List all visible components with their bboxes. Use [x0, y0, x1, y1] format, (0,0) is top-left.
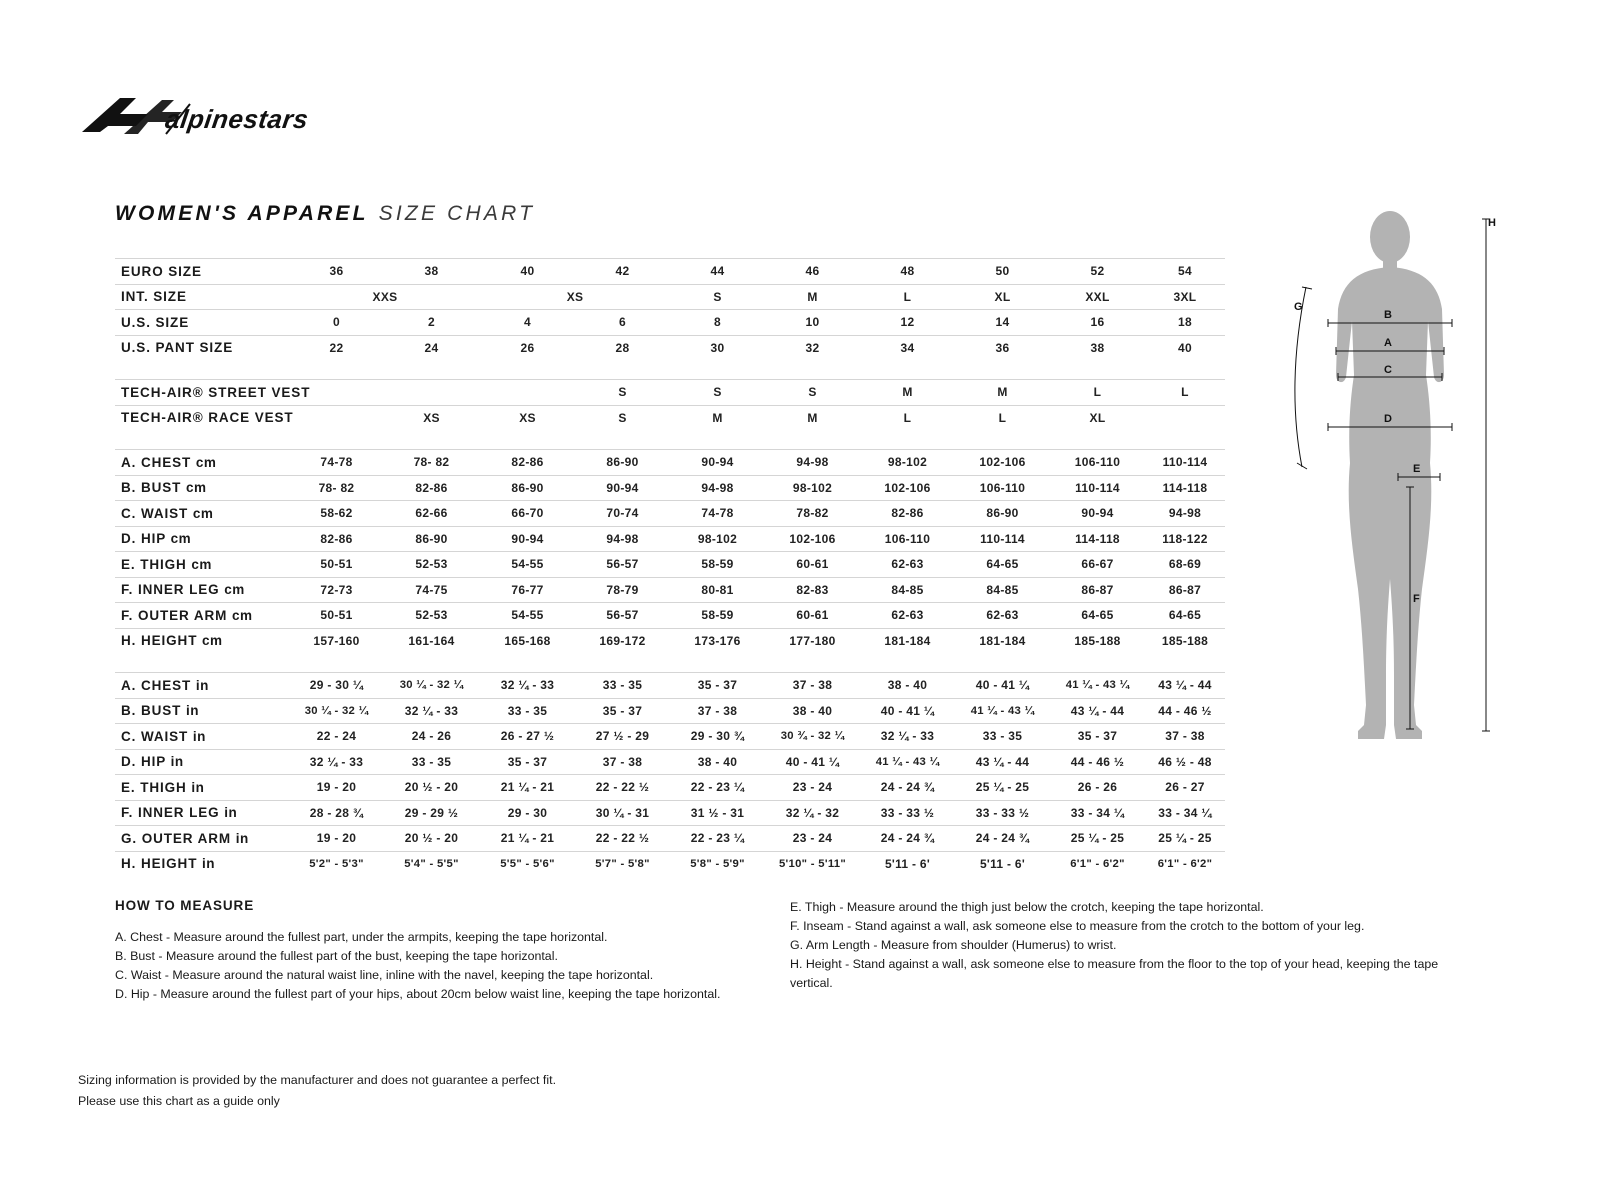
table-cell: L	[1145, 380, 1225, 406]
table-cell: 31 ½ - 31	[670, 800, 765, 826]
size-table-body	[115, 259, 1225, 877]
table-cell: XL	[1050, 405, 1145, 430]
table-cell: 52-53	[383, 603, 480, 629]
table-cell: 157-160	[290, 628, 383, 653]
table-cell: 24 - 24 ¾	[860, 826, 955, 852]
how-to-measure-item: E. Thigh - Measure around the thigh just below the crotch, keeping the tape horizontal.	[790, 900, 1264, 914]
row-label: F. INNER LEG in	[115, 800, 290, 826]
table-cell: 32 ¼ - 33	[290, 749, 383, 775]
table-cell: 37 - 38	[670, 698, 765, 724]
table-cell: 37 - 38	[765, 673, 860, 699]
table-cell: 98-102	[860, 450, 955, 476]
row-label: U.S. PANT SIZE	[115, 335, 290, 360]
table-cell: 3XL	[1145, 284, 1225, 310]
table-row	[115, 284, 1225, 310]
alpinestars-logo-icon	[78, 88, 358, 150]
table-row	[115, 826, 1225, 852]
row-label: C. WAIST cm	[115, 501, 290, 527]
table-cell: 102-106	[955, 450, 1050, 476]
table-spacer-row	[115, 653, 1225, 673]
table-spacer-cell	[115, 430, 1225, 450]
page-title-light: SIZE CHART	[378, 202, 536, 225]
table-cell: 66-67	[1050, 552, 1145, 578]
table-cell: M	[860, 380, 955, 406]
table-cell: 110-114	[1145, 450, 1225, 476]
table-cell: 94-98	[765, 450, 860, 476]
table-row	[115, 603, 1225, 629]
table-cell: 82-86	[290, 526, 383, 552]
table-row	[115, 380, 1225, 406]
table-cell: XXS	[290, 284, 480, 310]
table-cell: S	[575, 405, 670, 430]
table-cell: 84-85	[860, 577, 955, 603]
table-cell: XL	[955, 284, 1050, 310]
table-cell: 30 ¼ - 32 ¼	[383, 673, 480, 699]
table-cell: 2	[383, 310, 480, 336]
table-cell: 44 - 46 ½	[1050, 749, 1145, 775]
table-cell: 161-164	[383, 628, 480, 653]
table-cell: 29 - 30 ¾	[670, 724, 765, 750]
table-cell: XS	[480, 284, 670, 310]
table-cell: 33 - 34 ¼	[1145, 800, 1225, 826]
table-cell: 80-81	[670, 577, 765, 603]
how-to-measure-item: C. Waist - Measure around the natural waist line, inline with the navel, keeping the tape horizontal.	[115, 968, 654, 982]
row-label: C. WAIST in	[115, 724, 290, 750]
table-cell: 82-83	[765, 577, 860, 603]
table-cell: 58-59	[670, 552, 765, 578]
table-cell: XXL	[1050, 284, 1145, 310]
table-cell: 74-75	[383, 577, 480, 603]
table-cell: 36	[290, 259, 383, 285]
table-cell: 24	[383, 335, 480, 360]
row-label: TECH-AIR® RACE VEST	[115, 405, 290, 430]
row-label: B. BUST in	[115, 698, 290, 724]
table-row	[115, 749, 1225, 775]
figure-letter-f: F	[1413, 593, 1420, 605]
table-cell: 18	[1145, 310, 1225, 336]
table-cell: S	[670, 380, 765, 406]
table-cell: 40	[1145, 335, 1225, 360]
table-row	[115, 698, 1225, 724]
row-label: G. OUTER ARM in	[115, 826, 290, 852]
table-cell: 29 - 29 ½	[383, 800, 480, 826]
table-cell: 102-106	[860, 475, 955, 501]
row-label: E. THIGH cm	[115, 552, 290, 578]
table-cell: 36	[955, 335, 1050, 360]
table-cell: 33 - 34 ¼	[1050, 800, 1145, 826]
table-cell: 5'5" - 5'6"	[480, 851, 575, 876]
table-cell: 106-110	[955, 475, 1050, 501]
table-cell: 25 ¼ - 25	[1145, 826, 1225, 852]
table-cell: L	[860, 284, 955, 310]
table-cell: 98-102	[670, 526, 765, 552]
table-row	[115, 577, 1225, 603]
figure-letter-e: E	[1413, 463, 1421, 475]
page-title-bold: WOMEN'S APPAREL	[115, 202, 369, 225]
table-cell: 50-51	[290, 552, 383, 578]
table-row	[115, 405, 1225, 430]
table-cell: 90-94	[575, 475, 670, 501]
table-cell: 29 - 30 ¼	[290, 673, 383, 699]
table-cell: 38 - 40	[670, 749, 765, 775]
row-label: EURO SIZE	[115, 259, 290, 285]
table-row	[115, 673, 1225, 699]
table-cell: 14	[955, 310, 1050, 336]
table-row	[115, 552, 1225, 578]
how-to-measure-right-column	[790, 898, 1470, 993]
table-cell: 29 - 30	[480, 800, 575, 826]
table-cell: 86-90	[383, 526, 480, 552]
table-cell: 43 ¼ - 44	[1050, 698, 1145, 724]
table-cell: 26 - 27 ½	[480, 724, 575, 750]
table-cell: 62-63	[955, 603, 1050, 629]
row-label: B. BUST cm	[115, 475, 290, 501]
table-cell: 33 - 35	[480, 698, 575, 724]
table-cell: 58-62	[290, 501, 383, 527]
table-cell: 38	[383, 259, 480, 285]
how-to-measure-item: D. Hip - Measure around the fullest part of your hips, about 20cm below waist line, keeping the tape horizontal.	[115, 987, 721, 1001]
table-cell: 35 - 37	[1050, 724, 1145, 750]
table-row	[115, 800, 1225, 826]
table-cell: 30 ¼ - 32 ¼	[290, 698, 383, 724]
table-cell: 19 - 20	[290, 826, 383, 852]
table-cell: 64-65	[1145, 603, 1225, 629]
table-row	[115, 501, 1225, 527]
table-cell: 76-77	[480, 577, 575, 603]
table-cell: 86-87	[1050, 577, 1145, 603]
table-cell: 22 - 23 ¼	[670, 826, 765, 852]
table-cell: 5'7" - 5'8"	[575, 851, 670, 876]
table-cell: 106-110	[1050, 450, 1145, 476]
table-row	[115, 259, 1225, 285]
table-cell: 44 - 46 ½	[1145, 698, 1225, 724]
table-cell: 74-78	[670, 501, 765, 527]
table-cell: M	[955, 380, 1050, 406]
table-cell: 54-55	[480, 603, 575, 629]
table-cell: 33 - 33 ½	[955, 800, 1050, 826]
table-cell: 21 ¼ - 21	[480, 775, 575, 801]
table-cell: 22 - 24	[290, 724, 383, 750]
table-cell: 82-86	[860, 501, 955, 527]
table-cell: 62-63	[860, 552, 955, 578]
table-cell: 177-180	[765, 628, 860, 653]
table-cell: 56-57	[575, 552, 670, 578]
table-cell: 22 - 22 ½	[575, 775, 670, 801]
table-cell: 37 - 38	[575, 749, 670, 775]
table-cell: 185-188	[1050, 628, 1145, 653]
table-cell: 60-61	[765, 603, 860, 629]
table-cell: 78-79	[575, 577, 670, 603]
table-row	[115, 628, 1225, 653]
table-cell: 4	[480, 310, 575, 336]
table-cell: L	[860, 405, 955, 430]
row-label: A. CHEST cm	[115, 450, 290, 476]
table-cell: 34	[860, 335, 955, 360]
table-cell: 25 ¼ - 25	[1050, 826, 1145, 852]
row-label: H. HEIGHT in	[115, 851, 290, 876]
table-cell: 28	[575, 335, 670, 360]
table-cell: 6'1" - 6'2"	[1145, 851, 1225, 876]
table-cell: 64-65	[955, 552, 1050, 578]
table-cell: 50	[955, 259, 1050, 285]
table-cell: M	[765, 405, 860, 430]
table-cell: 41 ¼ - 43 ¼	[860, 749, 955, 775]
figure-letter-h: H	[1488, 217, 1496, 229]
how-to-measure-item: A. Chest - Measure around the fullest part, under the armpits, keeping the tape horizontal.	[115, 930, 608, 944]
table-cell: 23 - 24	[765, 826, 860, 852]
table-spacer-cell	[115, 653, 1225, 673]
table-cell: 30 ¾ - 32 ¼	[765, 724, 860, 750]
table-cell: 41 ¼ - 43 ¼	[955, 698, 1050, 724]
how-to-measure-item: G. Arm Length - Measure from shoulder (Humerus) to wrist.	[790, 938, 1117, 952]
table-cell: 54-55	[480, 552, 575, 578]
table-cell: XS	[383, 405, 480, 430]
table-row	[115, 475, 1225, 501]
body-measurement-figure	[1280, 205, 1510, 765]
row-label: TECH-AIR® STREET VEST	[115, 380, 290, 406]
table-cell: 24 - 24 ¾	[955, 826, 1050, 852]
table-cell: M	[670, 405, 765, 430]
footer-line-1: Sizing information is provided by the manufacturer and does not guarantee a perfect fit.	[78, 1073, 557, 1087]
table-cell: 114-118	[1145, 475, 1225, 501]
table-cell: 82-86	[480, 450, 575, 476]
table-cell: 30	[670, 335, 765, 360]
table-cell: 26 - 26	[1050, 775, 1145, 801]
size-table	[115, 258, 1225, 876]
table-cell: 106-110	[860, 526, 955, 552]
table-cell: 118-122	[1145, 526, 1225, 552]
how-to-measure-item: F. Inseam - Stand against a wall, ask someone else to measure from the crotch to the bottom of your leg.	[790, 919, 1365, 933]
table-cell: 37 - 38	[1145, 724, 1225, 750]
table-cell: 5'8" - 5'9"	[670, 851, 765, 876]
table-cell: 33 - 33 ½	[860, 800, 955, 826]
table-spacer-row	[115, 430, 1225, 450]
table-cell: 22 - 23 ¼	[670, 775, 765, 801]
table-cell: 98-102	[765, 475, 860, 501]
table-cell	[290, 405, 383, 430]
table-cell: 114-118	[1050, 526, 1145, 552]
table-cell: 78- 82	[290, 475, 383, 501]
table-cell: L	[955, 405, 1050, 430]
table-cell: 110-114	[955, 526, 1050, 552]
table-cell: 52	[1050, 259, 1145, 285]
footer-disclaimer	[78, 1070, 556, 1112]
table-cell: 35 - 37	[480, 749, 575, 775]
table-cell: L	[1050, 380, 1145, 406]
table-cell: 52-53	[383, 552, 480, 578]
table-cell: 35 - 37	[575, 698, 670, 724]
table-cell: 72-73	[290, 577, 383, 603]
table-cell: 40 - 41 ¼	[765, 749, 860, 775]
table-cell: 23 - 24	[765, 775, 860, 801]
table-cell: 90-94	[480, 526, 575, 552]
how-to-measure-left-column	[115, 928, 775, 1004]
table-cell: 40 - 41 ¼	[860, 698, 955, 724]
table-cell: 26 - 27	[1145, 775, 1225, 801]
table-cell: 20 ½ - 20	[383, 775, 480, 801]
table-cell: 40	[480, 259, 575, 285]
table-cell: 102-106	[765, 526, 860, 552]
figure-letter-b: B	[1384, 309, 1392, 321]
table-cell: M	[765, 284, 860, 310]
table-cell: S	[765, 380, 860, 406]
table-cell: 86-90	[575, 450, 670, 476]
table-row	[115, 526, 1225, 552]
table-cell: 42	[575, 259, 670, 285]
table-spacer-cell	[115, 360, 1225, 380]
table-cell: 48	[860, 259, 955, 285]
table-cell: 24 - 26	[383, 724, 480, 750]
table-row	[115, 775, 1225, 801]
table-cell: 19 - 20	[290, 775, 383, 801]
table-cell: 54	[1145, 259, 1225, 285]
table-cell: 28 - 28 ¾	[290, 800, 383, 826]
table-cell: 165-168	[480, 628, 575, 653]
table-cell: 32 ¼ - 32	[765, 800, 860, 826]
table-cell: 30 ¼ - 31	[575, 800, 670, 826]
table-cell: 46 ½ - 48	[1145, 749, 1225, 775]
table-cell: 22 - 22 ½	[575, 826, 670, 852]
table-cell: 169-172	[575, 628, 670, 653]
table-cell: 5'11 - 6'	[955, 851, 1050, 876]
table-cell: 94-98	[575, 526, 670, 552]
table-cell: 27 ½ - 29	[575, 724, 670, 750]
row-label: D. HIP cm	[115, 526, 290, 552]
table-cell: 82-86	[383, 475, 480, 501]
svg-text:alpinestars: alpinestars	[163, 104, 311, 134]
table-cell: 86-90	[955, 501, 1050, 527]
table-cell: 90-94	[1050, 501, 1145, 527]
table-cell: 32 ¼ - 33	[860, 724, 955, 750]
page-title	[115, 202, 535, 226]
size-table-wrapper	[115, 258, 1225, 876]
table-cell: 50-51	[290, 603, 383, 629]
table-cell: 5'10" - 5'11"	[765, 851, 860, 876]
table-cell: 40 - 41 ¼	[955, 673, 1050, 699]
table-cell: 5'2" - 5'3"	[290, 851, 383, 876]
table-cell: 68-69	[1145, 552, 1225, 578]
figure-letter-d: D	[1384, 413, 1392, 425]
table-cell: 21 ¼ - 21	[480, 826, 575, 852]
table-cell: 181-184	[955, 628, 1050, 653]
figure-letter-a: A	[1384, 337, 1392, 349]
table-cell: 70-74	[575, 501, 670, 527]
table-cell: 26	[480, 335, 575, 360]
table-cell: 38 - 40	[860, 673, 955, 699]
table-cell: 62-63	[860, 603, 955, 629]
table-cell: 25 ¼ - 25	[955, 775, 1050, 801]
table-cell: 12	[860, 310, 955, 336]
row-label: H. HEIGHT cm	[115, 628, 290, 653]
table-cell: 5'4" - 5'5"	[383, 851, 480, 876]
table-cell: 8	[670, 310, 765, 336]
table-cell: 24 - 24 ¾	[860, 775, 955, 801]
table-cell: 58-59	[670, 603, 765, 629]
table-cell: XS	[480, 405, 575, 430]
table-cell: 74-78	[290, 450, 383, 476]
table-cell: 6	[575, 310, 670, 336]
table-cell: 33 - 35	[383, 749, 480, 775]
table-row	[115, 724, 1225, 750]
table-cell: 185-188	[1145, 628, 1225, 653]
table-cell: S	[670, 284, 765, 310]
table-cell	[383, 380, 480, 406]
row-label: INT. SIZE	[115, 284, 290, 310]
table-cell: 62-66	[383, 501, 480, 527]
table-cell: 20 ½ - 20	[383, 826, 480, 852]
table-cell: 60-61	[765, 552, 860, 578]
row-label: U.S. SIZE	[115, 310, 290, 336]
how-to-measure-title: HOW TO MEASURE	[115, 898, 255, 913]
table-cell: 35 - 37	[670, 673, 765, 699]
footer-line-2: Please use this chart as a guide only	[78, 1094, 280, 1108]
table-cell: 86-87	[1145, 577, 1225, 603]
table-row	[115, 851, 1225, 876]
table-cell: 181-184	[860, 628, 955, 653]
row-label: A. CHEST in	[115, 673, 290, 699]
table-cell: 10	[765, 310, 860, 336]
table-cell: 66-70	[480, 501, 575, 527]
how-to-measure-item: H. Height - Stand against a wall, ask someone else to measure from the floor to the top of your head, keeping the tape vertical.	[790, 957, 1439, 990]
table-cell: 5'11 - 6'	[860, 851, 955, 876]
table-cell	[1145, 405, 1225, 430]
table-cell: 33 - 35	[575, 673, 670, 699]
figure-letter-c: C	[1384, 364, 1392, 376]
table-cell: 94-98	[1145, 501, 1225, 527]
table-row	[115, 335, 1225, 360]
table-cell: 84-85	[955, 577, 1050, 603]
table-row	[115, 450, 1225, 476]
table-cell: 64-65	[1050, 603, 1145, 629]
table-cell: 90-94	[670, 450, 765, 476]
row-label: E. THIGH in	[115, 775, 290, 801]
table-cell: 33 - 35	[955, 724, 1050, 750]
table-cell: 16	[1050, 310, 1145, 336]
table-cell: 173-176	[670, 628, 765, 653]
table-cell: 38 - 40	[765, 698, 860, 724]
table-cell: 41 ¼ - 43 ¼	[1050, 673, 1145, 699]
figure-letter-g: G	[1294, 301, 1303, 313]
row-label: D. HIP in	[115, 749, 290, 775]
table-row	[115, 310, 1225, 336]
table-cell: 94-98	[670, 475, 765, 501]
table-cell: 38	[1050, 335, 1145, 360]
table-cell: 110-114	[1050, 475, 1145, 501]
table-cell	[480, 380, 575, 406]
table-cell: 32 ¼ - 33	[383, 698, 480, 724]
table-spacer-row	[115, 360, 1225, 380]
how-to-measure-item: B. Bust - Measure around the fullest part of the bust, keeping the tape horizontal.	[115, 949, 558, 963]
table-cell: 56-57	[575, 603, 670, 629]
table-cell: 43 ¼ - 44	[1145, 673, 1225, 699]
table-cell: 32	[765, 335, 860, 360]
table-cell: 22	[290, 335, 383, 360]
table-cell: 44	[670, 259, 765, 285]
row-label: F. INNER LEG cm	[115, 577, 290, 603]
table-cell: S	[575, 380, 670, 406]
table-cell: 43 ¼ - 44	[955, 749, 1050, 775]
table-cell: 86-90	[480, 475, 575, 501]
row-label: F. OUTER ARM cm	[115, 603, 290, 629]
table-cell: 0	[290, 310, 383, 336]
table-cell: 46	[765, 259, 860, 285]
table-cell: 32 ¼ - 33	[480, 673, 575, 699]
table-cell: 78-82	[765, 501, 860, 527]
table-cell: 6'1" - 6'2"	[1050, 851, 1145, 876]
table-cell: 78- 82	[383, 450, 480, 476]
